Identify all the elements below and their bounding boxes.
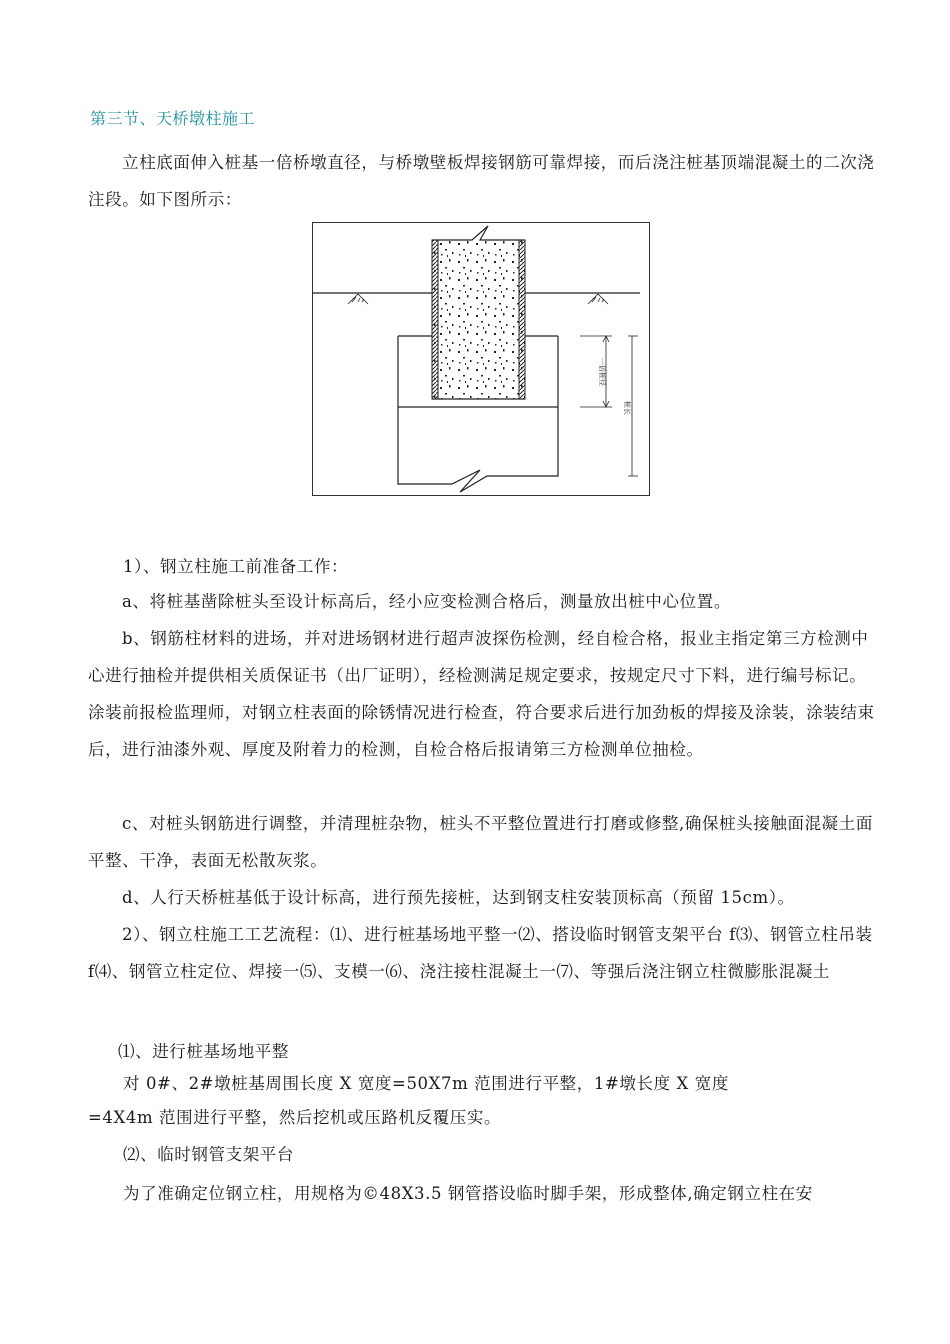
step1-title: ⑴、进行桩基场地平整 [118, 1042, 289, 1061]
pile-lower-section [398, 407, 558, 492]
ground-symbol-right [588, 294, 608, 304]
item-c: c、对桩头钢筋进行调整，并清理桩杂物，桩头不平整位置进行打磨或修整,确保桩头接触面混凝土面平整、干净，表面无松散灰浆。 [88, 814, 873, 870]
label-short-dimension: 一倍桩径 [598, 358, 606, 386]
column-concrete [432, 240, 525, 399]
column-wall-right [519, 240, 525, 399]
ground-symbol-left [348, 294, 368, 304]
dimension-short [580, 336, 612, 407]
item-a: a、将桩基凿除桩头至设计标高后，经小应变检测合格后，测量放出桩中心位置。 [122, 592, 731, 611]
item-b: b、钢筋柱材料的进场，并对进场钢材进行超声波探伤检测，经自检合格，报业主指定第三方检测中心进行抽检并提供相关质保证书（出厂证明），经检测满足规定要求，按规定尺寸下料，进行编号标记。涂装前报检监理师，对钢立柱表面的除锈情况进行检查，符合要求后进行加劲板的焊接及涂装，涂装结束后，进行油漆外观、厚度及附着力的检测，自检合格后报请第三方检测单位抽检。 [88, 629, 875, 759]
step1-line2: =4X4m 范围进行平整，然后挖机或压路机反覆压实。 [88, 1108, 502, 1127]
step1-line1: 对 0#、2#墩桩基周围长度 X 宽度=50X7m 范围进行平整，1#墩长度 X 宽度 [123, 1074, 729, 1093]
label-long-dimension: 桩长 [623, 401, 631, 415]
section-title: 第三节、天桥墩柱施工 [90, 109, 256, 128]
pile-column-diagram [312, 222, 650, 496]
process-flow: 2）、钢立柱施工工艺流程：⑴、进行桩基场地平整一⑵、搭设临时钢管支架平台 f⑶、钢管立柱吊装 f⑷、钢管立柱定位、焊接一⑸、支模一⑹、浇注接柱混凝土一⑺、等强后浇注钢立柱微膨胀混凝土 [88, 925, 873, 981]
step2-text: 为了准确定位钢立柱，用规格为©48X3.5 钢管搭设临时脚手架，形成整体,确定钢立柱在安 [123, 1184, 813, 1203]
column-break-line [432, 226, 525, 240]
item-d: d、人行天桥桩基低于设计标高，进行预先接桩，达到钢支柱安装顶标高（预留 15cm）。 [122, 888, 795, 907]
intro-paragraph: 立柱底面伸入桩基一倍桥墩直径，与桥墩壁板焊接钢筋可靠焊接，而后浇注桩基顶端混凝土的二次浇注段。如下图所示： [88, 153, 875, 209]
prep-title: 1）、钢立柱施工前准备工作： [123, 557, 349, 576]
step2-title: ⑵、临时钢管支架平台 [123, 1145, 294, 1164]
column-wall-left [432, 240, 438, 399]
